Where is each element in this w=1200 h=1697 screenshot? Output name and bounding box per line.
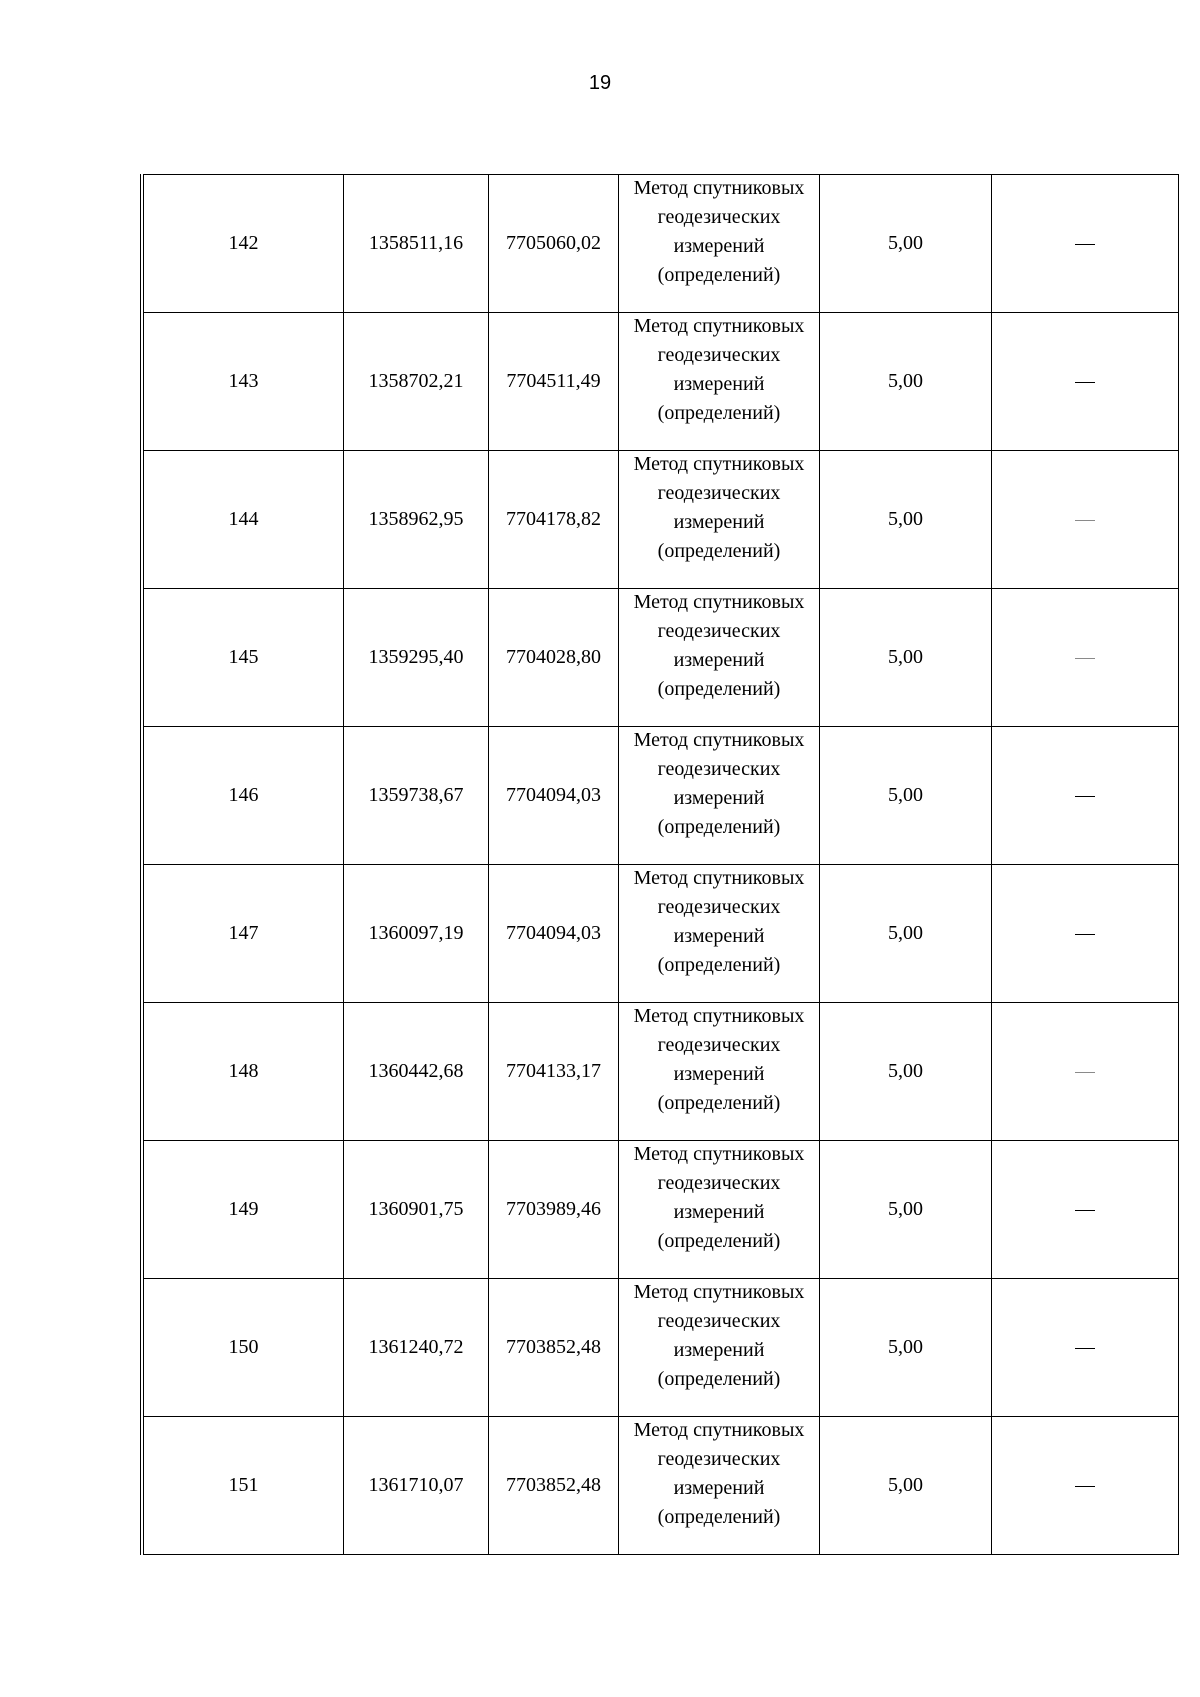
y-coordinate-cell-value: 7703989,46 bbox=[506, 1198, 601, 1220]
x-coordinate-cell-value: 1359738,67 bbox=[368, 784, 464, 806]
y-coordinate-cell-value: 7703852,48 bbox=[506, 1474, 601, 1496]
point-number-cell-value: 143 bbox=[228, 370, 259, 392]
note-cell bbox=[992, 451, 1179, 589]
table-row bbox=[144, 313, 1179, 451]
accuracy-cell bbox=[820, 451, 992, 589]
x-coordinate-cell bbox=[344, 451, 489, 589]
method-line-4: (определений) bbox=[657, 1505, 781, 1528]
method-line-3: измерений bbox=[673, 372, 765, 395]
method-line-3: измерений bbox=[673, 924, 765, 947]
method-line-1: Метод спутниковых bbox=[633, 590, 805, 613]
method-line-2: геодезических bbox=[657, 205, 781, 228]
point-number-cell-value: 150 bbox=[228, 1336, 259, 1358]
x-coordinate-cell bbox=[344, 865, 489, 1003]
point-number-cell-value: 145 bbox=[228, 646, 259, 668]
point-number-cell bbox=[144, 589, 344, 727]
method-line-4: (определений) bbox=[657, 263, 781, 286]
method-line-3: измерений bbox=[673, 1200, 765, 1223]
x-coordinate-cell-value: 1360442,68 bbox=[368, 1060, 464, 1082]
note-cell bbox=[992, 1417, 1179, 1555]
method-line-4: (определений) bbox=[657, 539, 781, 562]
method-line-2: геодезических bbox=[657, 1447, 781, 1470]
dash-mark bbox=[1075, 244, 1095, 245]
x-coordinate-cell-value: 1360901,75 bbox=[368, 1198, 464, 1220]
note-cell bbox=[992, 313, 1179, 451]
point-number-cell bbox=[144, 1003, 344, 1141]
y-coordinate-cell bbox=[489, 1003, 619, 1141]
method-cell bbox=[619, 865, 820, 1003]
note-cell bbox=[992, 1003, 1179, 1141]
method-line-3: измерений bbox=[673, 510, 765, 533]
method-cell bbox=[619, 589, 820, 727]
x-coordinate-cell-value: 1361710,07 bbox=[368, 1474, 464, 1496]
x-coordinate-cell-value: 1360097,19 bbox=[368, 922, 464, 944]
method-text bbox=[619, 864, 819, 980]
accuracy-cell-value: 5,00 bbox=[888, 1060, 923, 1082]
accuracy-cell bbox=[820, 1279, 992, 1417]
accuracy-cell bbox=[820, 727, 992, 865]
point-number-cell-value: 146 bbox=[228, 784, 259, 806]
y-coordinate-cell bbox=[489, 1279, 619, 1417]
accuracy-cell bbox=[820, 1141, 992, 1279]
table-row bbox=[144, 1279, 1179, 1417]
method-line-4: (определений) bbox=[657, 1229, 781, 1252]
x-coordinate-cell bbox=[344, 313, 489, 451]
table-row bbox=[144, 1003, 1179, 1141]
y-coordinate-cell bbox=[489, 589, 619, 727]
method-cell bbox=[619, 1417, 820, 1555]
table-row bbox=[144, 589, 1179, 727]
method-text bbox=[619, 1140, 819, 1256]
method-line-4: (определений) bbox=[657, 953, 781, 976]
note-cell bbox=[992, 865, 1179, 1003]
accuracy-cell-value: 5,00 bbox=[888, 1474, 923, 1496]
accuracy-cell-value: 5,00 bbox=[888, 232, 923, 254]
x-coordinate-cell-value: 1358962,95 bbox=[368, 508, 464, 530]
x-coordinate-cell bbox=[344, 1417, 489, 1555]
method-line-1: Метод спутниковых bbox=[633, 176, 805, 199]
method-line-2: геодезических bbox=[657, 895, 781, 918]
method-text bbox=[619, 450, 819, 566]
dash-mark bbox=[1075, 1348, 1095, 1349]
method-line-3: измерений bbox=[673, 234, 765, 257]
point-number-cell bbox=[144, 1417, 344, 1555]
dash-mark bbox=[1075, 658, 1095, 659]
method-line-4: (определений) bbox=[657, 1091, 781, 1114]
accuracy-cell-value: 5,00 bbox=[888, 784, 923, 806]
method-line-1: Метод спутниковых bbox=[633, 1004, 805, 1027]
y-coordinate-cell-value: 7704133,17 bbox=[506, 1060, 601, 1082]
x-coordinate-cell bbox=[344, 1279, 489, 1417]
method-line-3: измерений bbox=[673, 1476, 765, 1499]
table-row bbox=[144, 865, 1179, 1003]
method-line-3: измерений bbox=[673, 1338, 765, 1361]
method-line-1: Метод спутниковых bbox=[633, 452, 805, 475]
dash-mark bbox=[1075, 520, 1095, 521]
accuracy-cell-value: 5,00 bbox=[888, 922, 923, 944]
point-number-cell-value: 149 bbox=[228, 1198, 259, 1220]
point-number-cell-value: 148 bbox=[228, 1060, 259, 1082]
x-coordinate-cell bbox=[344, 175, 489, 313]
method-text bbox=[619, 1002, 819, 1118]
dash-mark bbox=[1075, 1486, 1095, 1487]
x-coordinate-cell bbox=[344, 589, 489, 727]
method-text bbox=[619, 588, 819, 704]
accuracy-cell-value: 5,00 bbox=[888, 370, 923, 392]
x-coordinate-cell-value: 1358511,16 bbox=[368, 232, 464, 254]
method-line-2: геодезических bbox=[657, 619, 781, 642]
method-line-2: геодезических bbox=[657, 343, 781, 366]
point-number-cell bbox=[144, 1141, 344, 1279]
point-number-cell-value: 147 bbox=[228, 922, 259, 944]
method-line-2: геодезических bbox=[657, 1033, 781, 1056]
method-line-1: Метод спутниковых bbox=[633, 866, 805, 889]
method-line-1: Метод спутниковых bbox=[633, 1142, 805, 1165]
point-number-cell-value: 142 bbox=[228, 232, 259, 254]
dash-mark bbox=[1075, 934, 1095, 935]
method-line-1: Метод спутниковых bbox=[633, 1280, 805, 1303]
accuracy-cell-value: 5,00 bbox=[888, 646, 923, 668]
note-cell bbox=[992, 589, 1179, 727]
x-coordinate-cell-value: 1361240,72 bbox=[368, 1336, 464, 1358]
y-coordinate-cell bbox=[489, 1417, 619, 1555]
table-row bbox=[144, 1141, 1179, 1279]
accuracy-cell-value: 5,00 bbox=[888, 508, 923, 530]
method-text bbox=[619, 1278, 819, 1394]
dash-mark bbox=[1075, 796, 1095, 797]
y-coordinate-cell-value: 7705060,02 bbox=[506, 232, 601, 254]
accuracy-cell bbox=[820, 175, 992, 313]
method-text bbox=[619, 174, 819, 290]
dash-mark bbox=[1075, 1072, 1095, 1073]
y-coordinate-cell bbox=[489, 727, 619, 865]
y-coordinate-cell-value: 7704511,49 bbox=[506, 370, 601, 392]
y-coordinate-cell-value: 7704094,03 bbox=[506, 922, 601, 944]
note-cell bbox=[992, 175, 1179, 313]
point-number-cell bbox=[144, 451, 344, 589]
point-number-cell-value: 151 bbox=[228, 1474, 259, 1496]
point-number-cell bbox=[144, 313, 344, 451]
method-cell bbox=[619, 1003, 820, 1141]
accuracy-cell bbox=[820, 1003, 992, 1141]
y-coordinate-cell bbox=[489, 175, 619, 313]
y-coordinate-cell bbox=[489, 451, 619, 589]
accuracy-cell-value: 5,00 bbox=[888, 1198, 923, 1220]
method-line-3: измерений bbox=[673, 1062, 765, 1085]
method-cell bbox=[619, 1279, 820, 1417]
method-line-2: геодезических bbox=[657, 481, 781, 504]
method-cell bbox=[619, 1141, 820, 1279]
y-coordinate-cell-value: 7703852,48 bbox=[506, 1336, 601, 1358]
point-number-cell bbox=[144, 865, 344, 1003]
point-number-cell bbox=[144, 1279, 344, 1417]
y-coordinate-cell-value: 7704028,80 bbox=[506, 646, 601, 668]
method-text bbox=[619, 312, 819, 428]
coordinates-table bbox=[143, 174, 1179, 1555]
y-coordinate-cell bbox=[489, 313, 619, 451]
page-number: 19 bbox=[588, 72, 612, 94]
method-line-4: (определений) bbox=[657, 815, 781, 838]
y-coordinate-cell-value: 7704178,82 bbox=[506, 508, 601, 530]
accuracy-cell bbox=[820, 865, 992, 1003]
x-coordinate-cell bbox=[344, 727, 489, 865]
y-coordinate-cell-value: 7704094,03 bbox=[506, 784, 601, 806]
point-number-cell bbox=[144, 175, 344, 313]
x-coordinate-cell bbox=[344, 1003, 489, 1141]
dash-mark bbox=[1075, 1210, 1095, 1211]
table-body bbox=[144, 175, 1179, 1555]
point-number-cell bbox=[144, 727, 344, 865]
method-line-3: измерений bbox=[673, 648, 765, 671]
method-cell bbox=[619, 175, 820, 313]
coordinates-table-frame bbox=[140, 174, 1179, 1555]
note-cell bbox=[992, 727, 1179, 865]
note-cell bbox=[992, 1141, 1179, 1279]
table-row bbox=[144, 727, 1179, 865]
note-cell bbox=[992, 1279, 1179, 1417]
method-line-3: измерений bbox=[673, 786, 765, 809]
accuracy-cell bbox=[820, 1417, 992, 1555]
x-coordinate-cell-value: 1358702,21 bbox=[368, 370, 464, 392]
accuracy-cell bbox=[820, 313, 992, 451]
table-row bbox=[144, 175, 1179, 313]
x-coordinate-cell-value: 1359295,40 bbox=[368, 646, 464, 668]
method-line-4: (определений) bbox=[657, 1367, 781, 1390]
method-cell bbox=[619, 727, 820, 865]
method-line-1: Метод спутниковых bbox=[633, 314, 805, 337]
y-coordinate-cell bbox=[489, 1141, 619, 1279]
dash-mark bbox=[1075, 382, 1095, 383]
method-text bbox=[619, 1416, 819, 1532]
method-text bbox=[619, 726, 819, 842]
x-coordinate-cell bbox=[344, 1141, 489, 1279]
method-line-2: геодезических bbox=[657, 757, 781, 780]
point-number-cell-value: 144 bbox=[228, 508, 259, 530]
method-line-4: (определений) bbox=[657, 677, 781, 700]
method-cell bbox=[619, 451, 820, 589]
method-line-4: (определений) bbox=[657, 401, 781, 424]
method-line-1: Метод спутниковых bbox=[633, 1418, 805, 1441]
table-row bbox=[144, 1417, 1179, 1555]
method-line-1: Метод спутниковых bbox=[633, 728, 805, 751]
method-cell bbox=[619, 313, 820, 451]
accuracy-cell bbox=[820, 589, 992, 727]
y-coordinate-cell bbox=[489, 865, 619, 1003]
table-row bbox=[144, 451, 1179, 589]
method-line-2: геодезических bbox=[657, 1309, 781, 1332]
accuracy-cell-value: 5,00 bbox=[888, 1336, 923, 1358]
method-line-2: геодезических bbox=[657, 1171, 781, 1194]
